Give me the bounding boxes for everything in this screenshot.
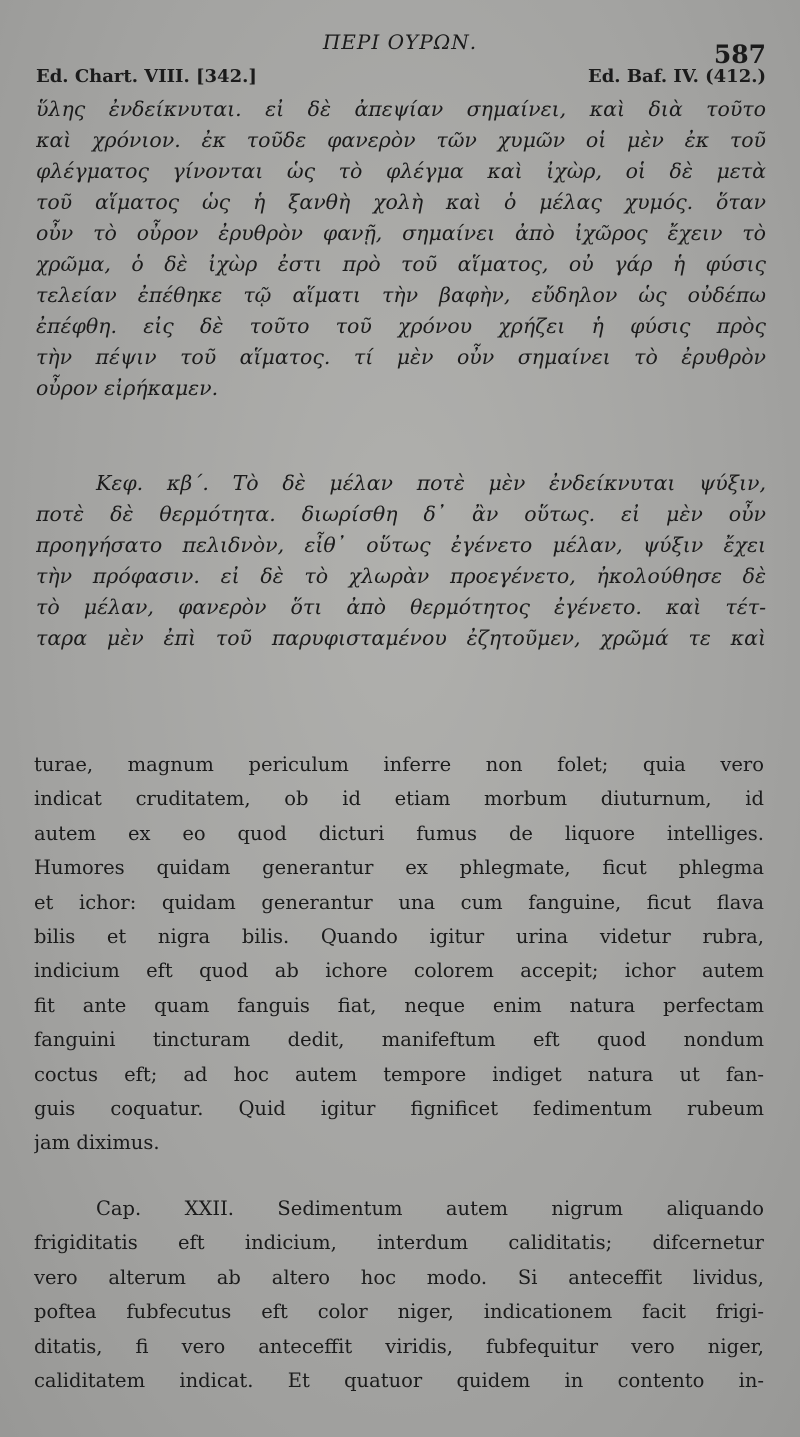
greek-line: ὕλης ἐνδείκνυται. εἰ δὲ ἀπεψίαν σημαίνει, καὶ διὰ τοῦτο: [36, 97, 766, 121]
latin-paragraph-1: [34, 748, 764, 1161]
latin-line: coctus eft; ad hoc autem tempore indiget natura ut fan-: [34, 1062, 764, 1086]
latin-line: fit ante quam fanguis fiat, neque enim natura perfectam: [34, 993, 764, 1017]
greek-line: ποτὲ δὲ θερμότητα. διωρίσθη δ᾽ ἂν οὕτως. εἰ μὲν οὖν: [36, 502, 766, 526]
latin-line: frigiditatis eft indicium, interdum caliditatis; difcernetur: [34, 1231, 764, 1255]
greek-line: φλέγματος γίνονται ὡς τὸ φλέγμα καὶ ἰχὼρ, οἱ δὲ μετὰ: [36, 159, 766, 183]
greek-line: καὶ χρόνιον. ἐκ τοῦδε φανερὸν τῶν χυμῶν οἱ μὲν ἐκ τοῦ: [36, 128, 766, 152]
latin-line: jam diximus.: [34, 1131, 160, 1155]
greek-line: τελείαν ἐπέθηκε τῷ αἵματι τὴν βαφὴν, εὔδηλον ὡς οὐδέπω: [36, 283, 766, 307]
latin-line: poftea fubfecutus eft color niger, indicationem facit frigi-: [34, 1300, 764, 1324]
latin-line: vero alterum ab altero hoc modo. Si anteceffit lividus,: [34, 1265, 764, 1289]
latin-chapter-heading-line: Cap. XXII. Sedimentum autem nigrum aliquando: [96, 1197, 764, 1220]
greek-line: τὴν πέψιν τοῦ αἵματος. τί μὲν οὖν σημαίνει τὸ ἐρυθρὸν: [36, 345, 766, 369]
greek-line: ταρα μὲν ἐπὶ τοῦ παρυφισταμένου ἐζητοῦμεν, χρῶμά τε καὶ: [36, 626, 766, 650]
greek-line: τὸ μέλαν, φανερὸν ὅτι ἀπὸ θερμότητος ἐγένετο. καὶ τέτ-: [36, 595, 766, 619]
greek-chapter-heading-line: Κεφ. κβ΄. Τὸ δὲ μέλαν ποτὲ μὲν ἐνδείκνυται ψύξιν,: [96, 471, 766, 495]
greek-line: ἐπέφθη. εἰς δὲ τοῦτο τοῦ χρόνου χρήζει ἡ φύσις πρὸς: [36, 314, 766, 338]
latin-line: fanguini tincturam dedit, manifeftum eft quod nondum: [34, 1028, 764, 1052]
greek-paragraph-1: [36, 94, 766, 404]
greek-paragraph-2: [36, 468, 766, 654]
edition-reference-chartier: Ed. Chart. VIII. [342.]: [36, 66, 257, 87]
running-title: ΠΕΡΙ ΟΥΡΩΝ.: [322, 30, 478, 54]
latin-line: bilis et nigra bilis. Quando igitur urina videtur rubra,: [34, 924, 764, 948]
greek-line: οὖρον εἰρήκαμεν.: [36, 376, 219, 400]
greek-line: τὴν πρόφασιν. εἰ δὲ τὸ χλωρὰν προεγένετο, ἠκολούθησε δὲ: [36, 564, 766, 588]
greek-line: προηγήσατο πελιδνὸν, εἶθ᾽ οὕτως ἐγένετο μέλαν, ψύξιν ἔχει: [36, 533, 766, 557]
greek-line: χρῶμα, ὁ δὲ ἰχὼρ ἐστι πρὸ τοῦ αἵματος, οὐ γάρ ἡ φύσις: [36, 252, 766, 276]
edition-reference-line: [36, 66, 766, 96]
latin-line: turae, magnum periculum inferre non folet; quia vero: [34, 753, 764, 776]
latin-line: guis coquatur. Quid igitur fignificet fedimentum rubeum: [34, 1096, 764, 1120]
latin-line: autem ex eo quod dicturi fumus de liquore intelliges.: [34, 821, 764, 845]
edition-reference-basel: Ed. Baf. IV. (412.): [588, 66, 766, 87]
latin-line: et ichor: quidam generantur una cum fanguine, ficut flava: [34, 890, 764, 914]
latin-line: ditatis, fi vero anteceffit viridis, fubfequitur vero niger,: [34, 1334, 764, 1358]
greek-line: τοῦ αἵματος ὡς ἡ ξανθὴ χολὴ καὶ ὁ μέλας χυμός. ὅταν: [36, 190, 766, 214]
latin-line: indicat cruditatem, ob id etiam morbum diuturnum, id: [34, 787, 764, 811]
latin-line: Humores quidam generantur ex phlegmate, ficut phlegma: [34, 856, 764, 880]
latin-paragraph-2: [34, 1192, 764, 1398]
page-number: 587: [713, 40, 766, 69]
latin-line: indicium eft quod ab ichore colorem accepit; ichor autem: [34, 959, 764, 983]
latin-line: caliditatem indicat. Et quatuor quidem in contento in-: [34, 1368, 764, 1392]
greek-line: οὖν τὸ οὖρον ἐρυθρὸν φανῇ, σημαίνει ἀπὸ ἰχῶρος ἔχειν τὸ: [36, 221, 766, 245]
